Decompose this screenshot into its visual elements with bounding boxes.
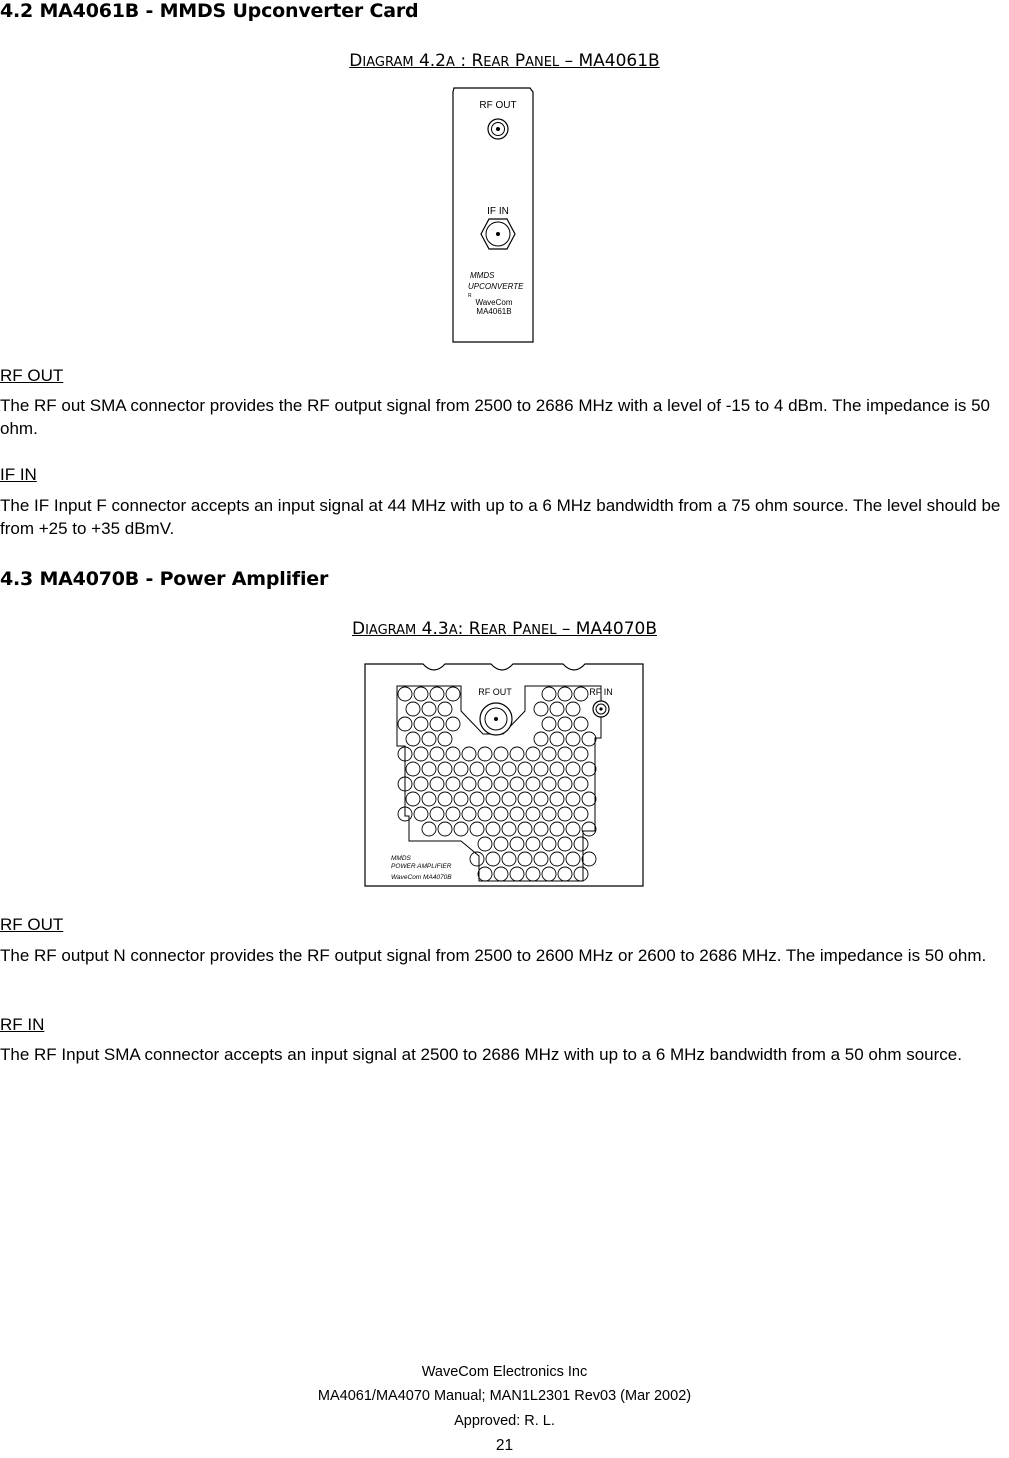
vent-hole (486, 822, 500, 836)
vent-hole (518, 822, 532, 836)
vent-hole (566, 702, 580, 716)
panel-brand-line2b: R (468, 293, 472, 299)
rf-out-description-4-2: The RF out SMA connector provides the RF output signal from 2500 to 2686 MHz with a level of -15 to 4 dBm. The impedance is 50 ohm. (0, 396, 990, 438)
vent-hole (470, 822, 484, 836)
rf-out-n-connector-icon (480, 703, 512, 735)
rf-in-sma-connector-icon (593, 701, 609, 717)
vent-hole (550, 822, 564, 836)
vent-hole (534, 852, 548, 866)
vent-hole (550, 852, 564, 866)
vent-hole (510, 777, 524, 791)
vent-hole (478, 747, 492, 761)
vent-hole (542, 777, 556, 791)
vent-hole (422, 702, 436, 716)
vent-hole (494, 777, 508, 791)
vent-hole (430, 747, 444, 761)
vent-hole (542, 807, 556, 821)
if-in-f-connector-icon (481, 219, 515, 249)
rf-in-label: RF IN (0, 1015, 45, 1034)
vent-hole (574, 807, 588, 821)
ma4070b-rear-panel-diagram (363, 656, 647, 891)
vent-hole (526, 807, 540, 821)
vent-hole (494, 807, 508, 821)
amp-rf-out-label: RF OUT (478, 687, 512, 697)
vent-hole (566, 822, 580, 836)
amp-maker: WaveCom MA4070B (391, 874, 452, 881)
vent-hole (502, 762, 516, 776)
if-in-label: IF IN (0, 465, 37, 484)
vent-hole (454, 762, 468, 776)
vent-hole (414, 687, 428, 701)
vent-hole (534, 822, 548, 836)
vent-hole (566, 792, 580, 806)
vent-hole (542, 687, 556, 701)
vent-hole (526, 777, 540, 791)
vent-hole (494, 867, 508, 881)
vent-hole (582, 852, 596, 866)
vent-hole (550, 792, 564, 806)
vent-hole (446, 717, 460, 731)
vent-hole (558, 687, 572, 701)
vent-hole (494, 837, 508, 851)
vent-hole (478, 837, 492, 851)
vent-hole (558, 867, 572, 881)
vent-hole (574, 837, 588, 851)
vent-hole (446, 687, 460, 701)
vent-hole (486, 852, 500, 866)
vent-hole (398, 687, 412, 701)
vent-hole (454, 792, 468, 806)
vent-hole (558, 747, 572, 761)
vent-hole (582, 792, 596, 806)
footer-approved: Approved: R. L. (454, 1413, 555, 1429)
vent-hole (414, 717, 428, 731)
vent-hole (550, 732, 564, 746)
vent-hole (470, 762, 484, 776)
vent-hole (574, 687, 588, 701)
vent-hole (414, 777, 428, 791)
vent-hole (398, 717, 412, 731)
vent-hole (510, 807, 524, 821)
rf-out-description-4-3: The RF output N connector provides the RF output signal from 2500 to 2600 MHz or 2600 to 2686 MHz. The impedance is 50 ohm. (0, 946, 987, 965)
vent-hole (478, 867, 492, 881)
vent-hole (446, 807, 460, 821)
panel-brand-line1: MMDS (470, 271, 495, 280)
vent-hole (574, 867, 588, 881)
vent-hole (566, 852, 580, 866)
vent-hole (534, 792, 548, 806)
vent-hole (542, 717, 556, 731)
vent-hole (526, 837, 540, 851)
vent-hole (438, 702, 452, 716)
vent-hole (422, 762, 436, 776)
vent-hole (406, 792, 420, 806)
vent-hole (446, 777, 460, 791)
vent-hole (486, 762, 500, 776)
vent-hole (502, 822, 516, 836)
vent-hole (406, 762, 420, 776)
rf-in-description: The RF Input SMA connector accepts an input signal at 2500 to 2686 MHz with up to a 6 MHz bandwidth from a 50 ohm source. (0, 1045, 962, 1064)
vent-hole (542, 867, 556, 881)
vent-hole (510, 867, 524, 881)
footer-company: WaveCom Electronics Inc (421, 1364, 588, 1380)
footer-manual-ref: MA4061/MA4070 Manual; MAN1L2301 Rev03 (Mar 2002) (317, 1388, 692, 1404)
vent-hole (406, 702, 420, 716)
vent-hole (558, 837, 572, 851)
vent-hole (510, 747, 524, 761)
vent-hole (430, 777, 444, 791)
rf-out-label-4-3: RF OUT (0, 915, 64, 934)
vent-hole (518, 852, 532, 866)
vent-hole (566, 762, 580, 776)
vent-hole (494, 747, 508, 761)
vent-hole (534, 732, 548, 746)
vent-hole (502, 792, 516, 806)
vent-hole (550, 762, 564, 776)
diagram-caption-4-2a: DIAGRAM 4.2A : REAR PANEL – MA4061B (349, 51, 660, 71)
panel-maker: WaveCom (475, 298, 513, 307)
panel-if-in-label: IF IN (487, 206, 509, 217)
vent-hole (582, 762, 596, 776)
vent-hole (574, 747, 588, 761)
vent-hole (518, 762, 532, 776)
vent-hole (478, 777, 492, 791)
vent-hole (422, 822, 436, 836)
vent-hole (542, 837, 556, 851)
vent-hole (430, 687, 444, 701)
vent-hole (430, 807, 444, 821)
vent-hole (454, 822, 468, 836)
vent-hole (414, 747, 428, 761)
vent-hole (526, 747, 540, 761)
vent-hole (478, 807, 492, 821)
vent-hole (406, 732, 420, 746)
rf-out-sma-connector-icon (488, 119, 508, 139)
panel-brand-line2: UPCONVERTE (468, 282, 524, 291)
ma4061b-rear-panel-diagram (450, 84, 536, 346)
vent-hole (438, 732, 452, 746)
vent-hole (414, 807, 428, 821)
vent-hole (462, 747, 476, 761)
vent-hole (438, 792, 452, 806)
section-heading-4-2: 4.2 MA4061B - MMDS Upconverter Card (0, 0, 419, 22)
amp-rf-in-label: RF IN (589, 687, 613, 697)
rf-out-label-4-2: RF OUT (0, 366, 64, 385)
vent-hole (486, 792, 500, 806)
vent-hole (582, 732, 596, 746)
vent-hole (446, 747, 460, 761)
vent-hole (438, 762, 452, 776)
vent-hole (422, 792, 436, 806)
vent-hole (422, 732, 436, 746)
vent-hole (510, 837, 524, 851)
vent-hole (438, 822, 452, 836)
vent-hole (558, 807, 572, 821)
vent-hole (518, 792, 532, 806)
if-in-description: The IF Input F connector accepts an input signal at 44 MHz with up to a 6 MHz bandwidth from a 75 ohm source. The level should be from +25 to +35 dBmV. (0, 496, 1001, 538)
vent-hole (574, 777, 588, 791)
panel-model: MA4061B (476, 307, 512, 316)
vent-hole (582, 822, 596, 836)
vent-hole (542, 747, 556, 761)
vent-hole (558, 777, 572, 791)
section-heading-4-3: 4.3 MA4070B - Power Amplifier (0, 568, 329, 590)
panel-rf-out-label: RF OUT (479, 100, 517, 111)
amp-brand-line1: MMDS (391, 855, 411, 862)
vent-hole (574, 717, 588, 731)
amp-brand-line2: POWER AMPLIFIER (391, 863, 452, 870)
vent-hole (534, 762, 548, 776)
vent-hole (470, 792, 484, 806)
vent-hole (462, 777, 476, 791)
vent-hole (534, 702, 548, 716)
vent-hole (462, 807, 476, 821)
vent-hole (502, 852, 516, 866)
vent-hole (558, 717, 572, 731)
vent-hole (566, 732, 580, 746)
page-number: 21 (495, 1437, 514, 1454)
vent-hole (526, 867, 540, 881)
diagram-caption-4-3a: DIAGRAM 4.3A: REAR PANEL – MA4070B (351, 619, 657, 639)
vent-hole (550, 702, 564, 716)
vent-hole (430, 717, 444, 731)
